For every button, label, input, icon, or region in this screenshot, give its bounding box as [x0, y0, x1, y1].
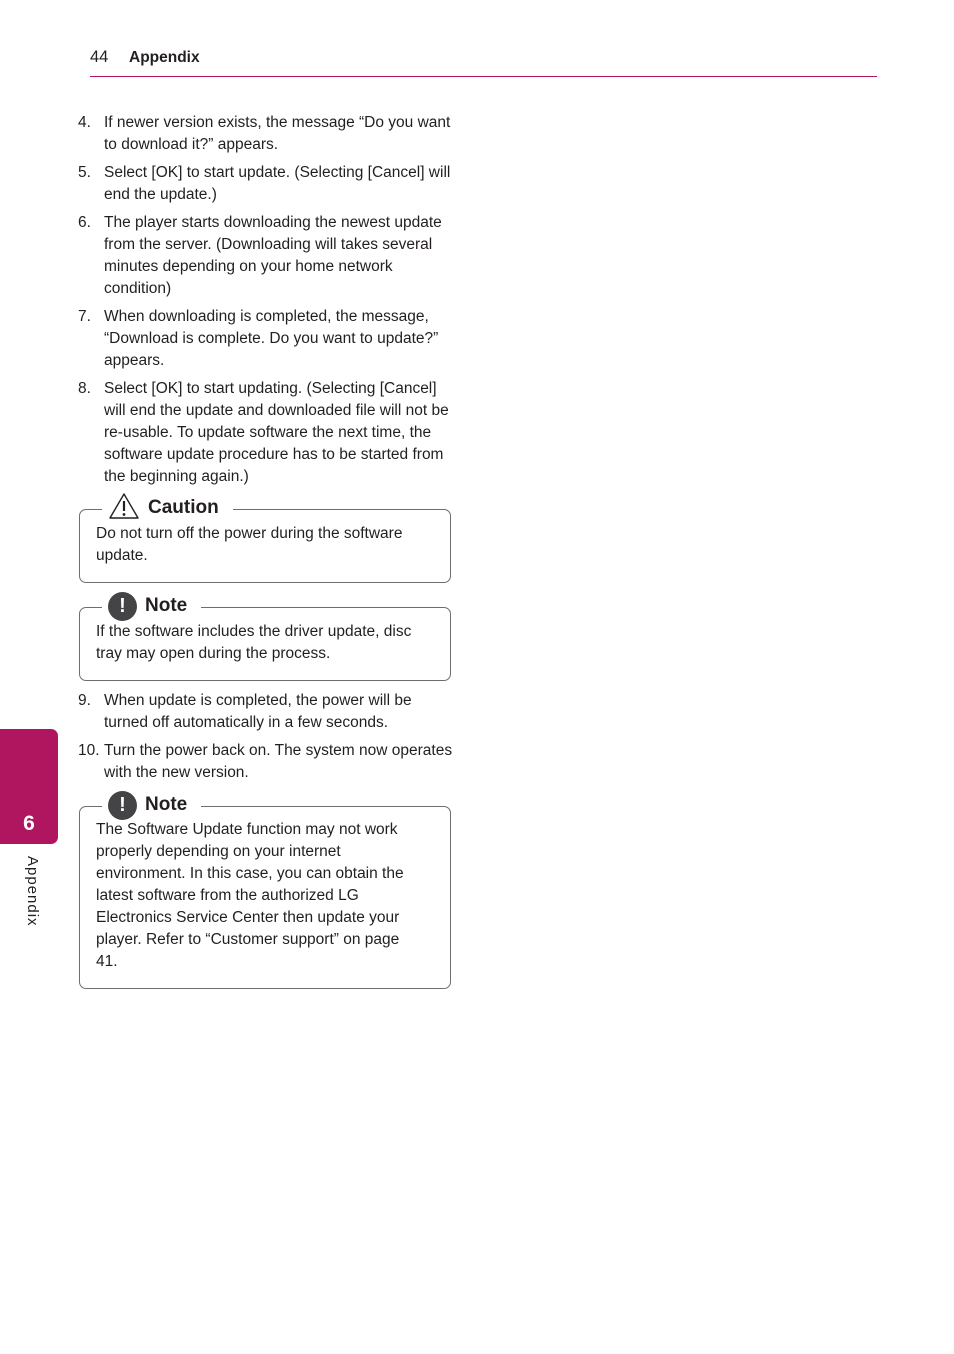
- steps-list-b: [78, 690, 458, 790]
- chapter-label: Appendix: [24, 856, 41, 927]
- note-header: [102, 790, 201, 820]
- step-text: Select [OK] to start updating. (Selecting [Cancel] will end the update and downloaded file will not be re-usable. To update software the next time, the software update procedure has to be started from the beginning again.): [104, 380, 449, 485]
- caution-header: [102, 493, 233, 523]
- list-item: [78, 378, 458, 488]
- page-number: 44: [90, 48, 109, 66]
- step-text: The player starts downloading the newest update from the server. (Downloading will takes several minutes depending on your home network condition): [104, 214, 442, 297]
- note-box: [79, 594, 451, 681]
- step-number: 10.: [78, 742, 100, 759]
- section-title: Appendix: [129, 49, 200, 66]
- steps-list-a: [78, 112, 458, 494]
- caution-icon: [108, 492, 140, 525]
- note-text: If the software includes the driver update, disc tray may open during the process.: [96, 623, 412, 662]
- caution-box: [79, 497, 451, 583]
- list-item: [78, 306, 458, 372]
- step-text: Turn the power back on. The system now operates with the new version.: [104, 742, 453, 781]
- step-text: When downloading is completed, the message, “Download is complete. Do you want to update?” appears.: [104, 308, 439, 369]
- list-item: [78, 690, 458, 734]
- note-text: The Software Update function may not work properly depending on your internet environment. In this case, you can obtain the latest software from the authorized LG Electronics Service Center then update your player. Refer to “Customer support” on page 41.: [96, 821, 404, 970]
- caution-text: Do not turn off the power during the software update.: [96, 525, 403, 564]
- exclamation-icon: !: [108, 592, 137, 621]
- list-item: [78, 212, 458, 300]
- step-number: 4.: [78, 114, 91, 131]
- step-text: Select [OK] to start update. (Selecting [Cancel] will end the update.): [104, 164, 451, 203]
- step-number: 6.: [78, 214, 91, 231]
- chapter-number: 6: [23, 812, 35, 835]
- note-title: Note: [145, 794, 188, 815]
- caution-title: Caution: [148, 497, 219, 518]
- note-header: [102, 591, 201, 621]
- step-number: 8.: [78, 380, 91, 397]
- list-item: [78, 162, 458, 206]
- page-header: [90, 48, 877, 77]
- list-item: [78, 740, 458, 784]
- step-number: 5.: [78, 164, 91, 181]
- list-item: [78, 112, 458, 156]
- step-text: If newer version exists, the message “Do you want to download it?” appears.: [104, 114, 451, 153]
- step-text: When update is completed, the power will be turned off automatically in a few seconds.: [104, 692, 412, 731]
- step-number: 9.: [78, 692, 91, 709]
- note-box: [79, 793, 451, 989]
- note-title: Note: [145, 595, 188, 616]
- step-number: 7.: [78, 308, 91, 325]
- exclamation-icon: !: [108, 791, 137, 820]
